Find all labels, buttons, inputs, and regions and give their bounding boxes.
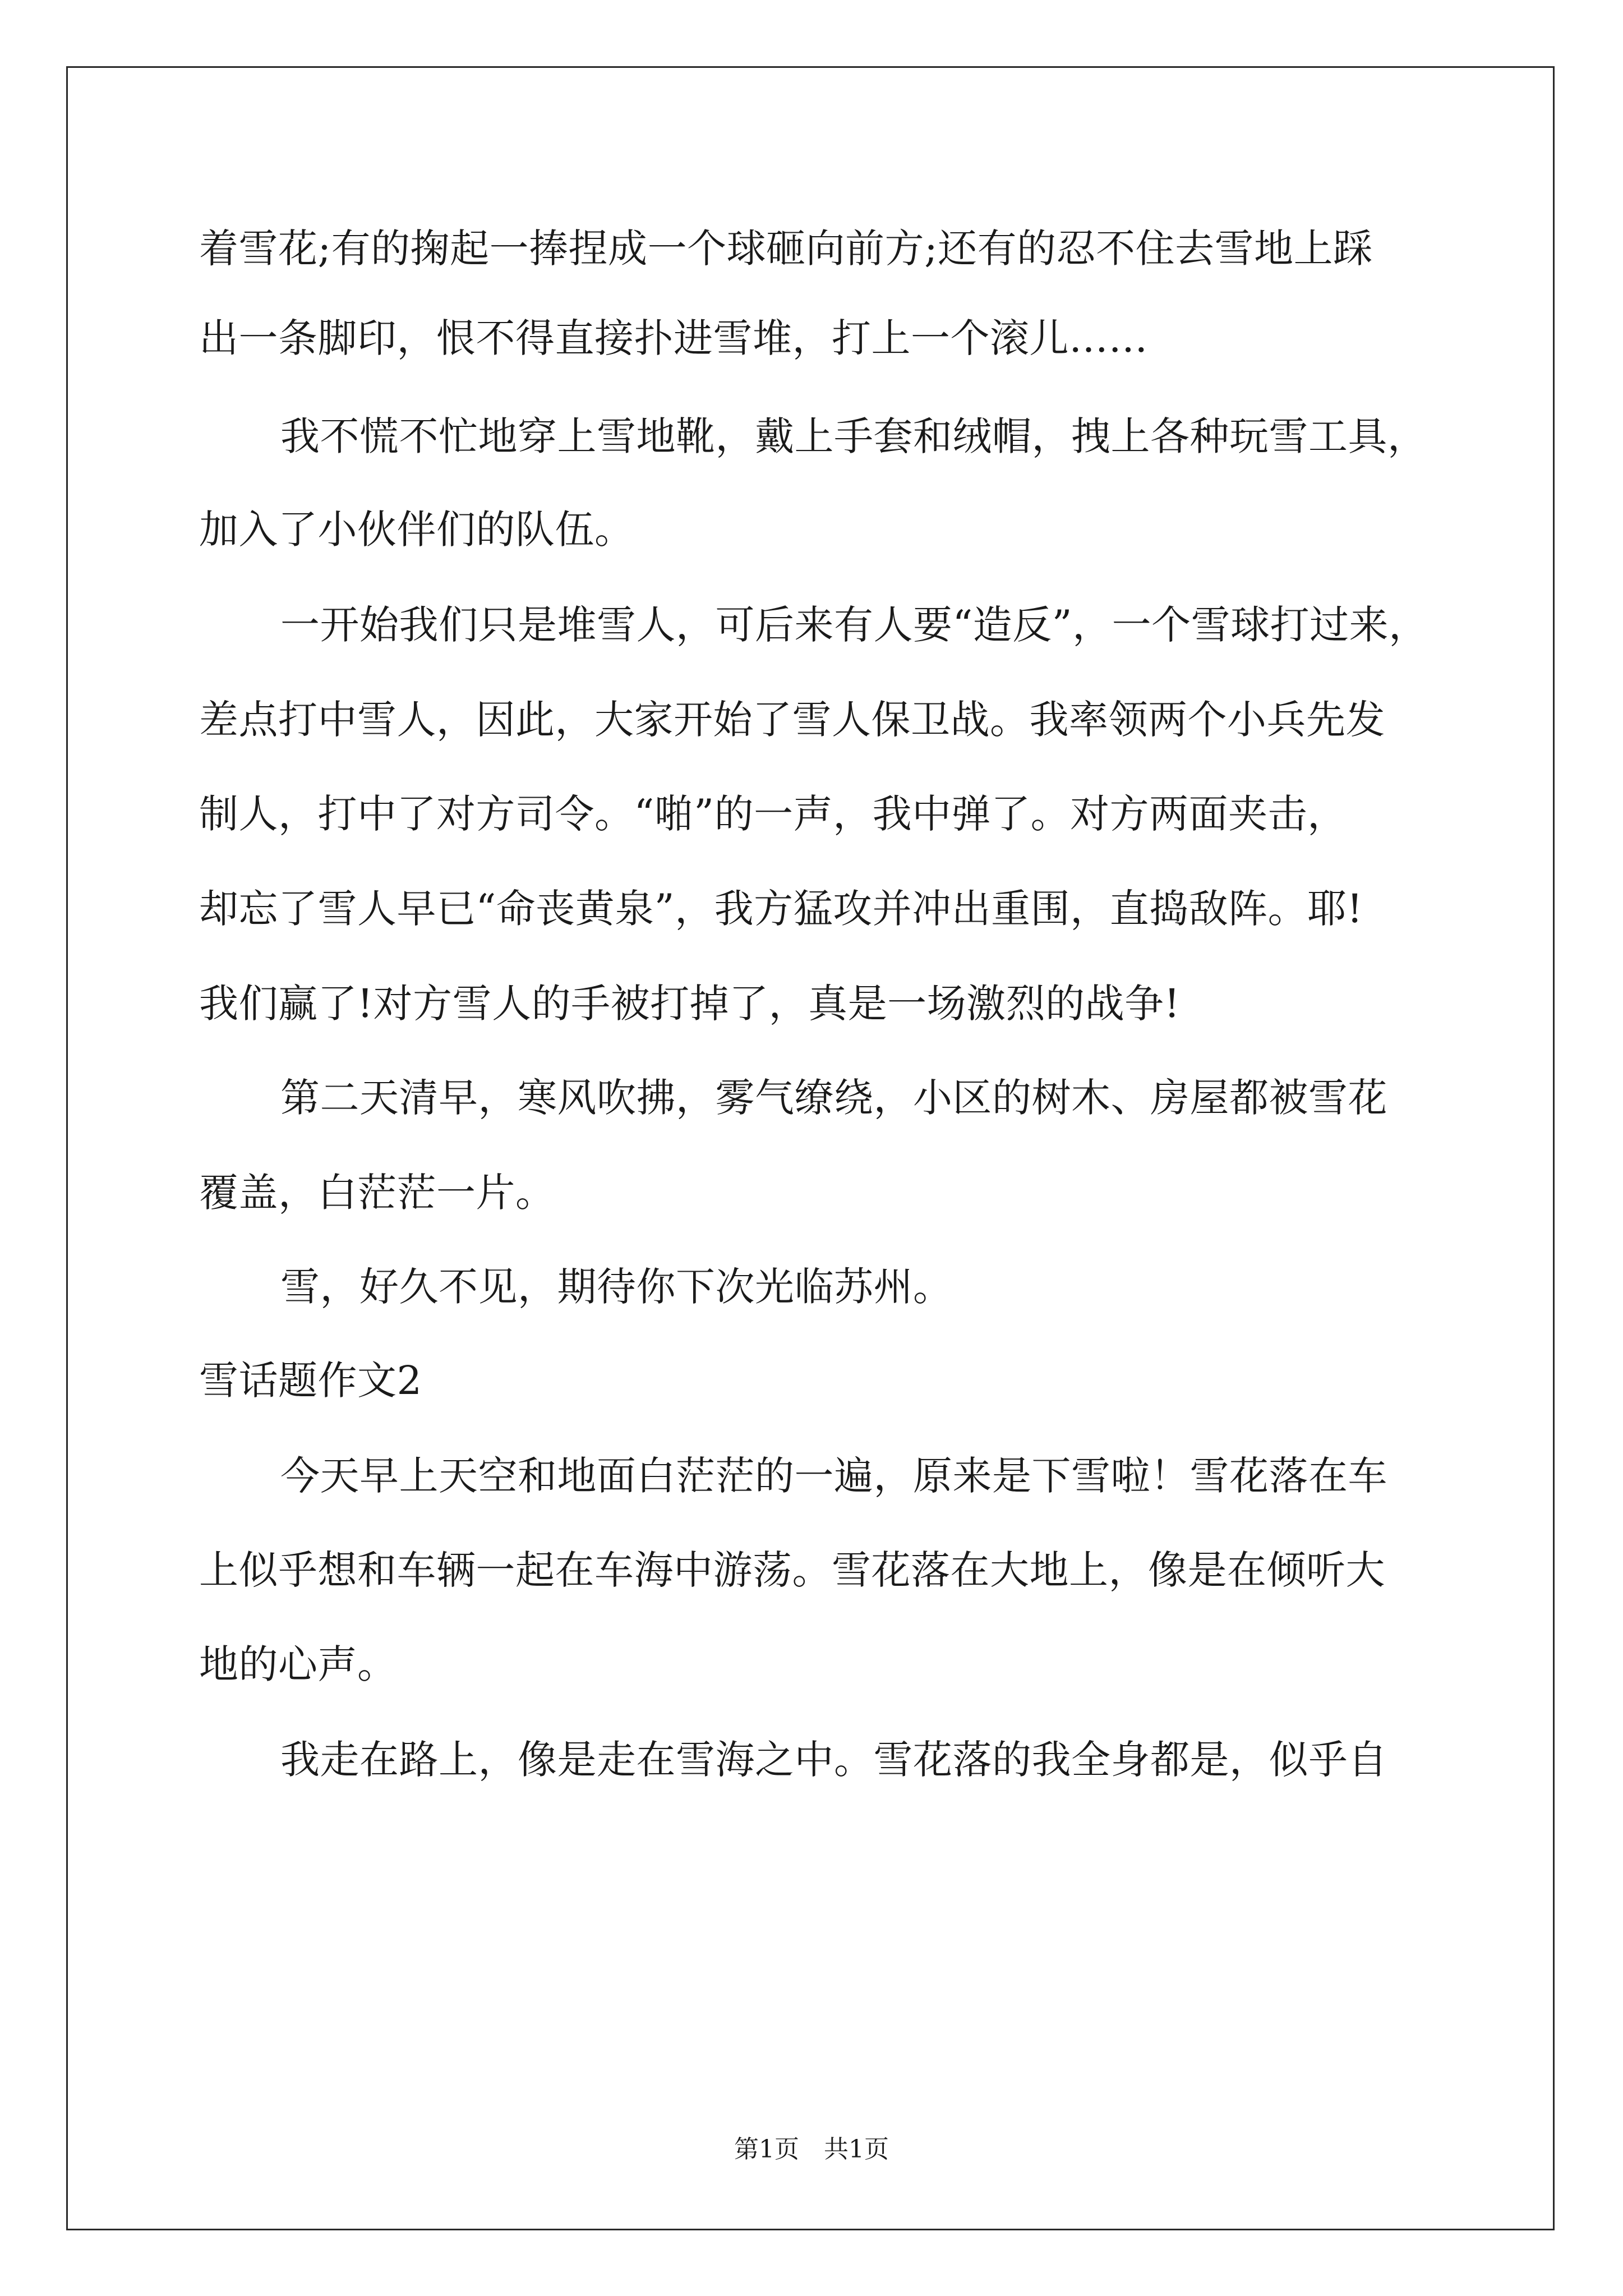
text-line-17: 我走在路上，像是走在雪海之中。雪花落的我全身都是，似乎自 [280,1737,1387,1783]
text-line-8: 却忘了雪人早已“命丧黄泉”，我方猛攻并冲出重围，直捣敌阵。耶! [199,886,1363,932]
text-line-7: 制人，打中了对方司令。“啪”的一声，我中弹了。对方两面夹击， [199,791,1347,837]
text-line-14: 今天早上天空和地面白茫茫的一遍，原来是下雪啦！雪花落在车 [280,1453,1387,1499]
text-line-12: 雪，好久不见，期待你下次光临苏州。 [280,1264,953,1310]
text-line-3: 我不慌不忙地穿上雪地靴，戴上手套和绒帽，拽上各种玩雪工具， [280,413,1427,459]
text-line-1: 着雪花;有的掬起一捧捏成一个球砸向前方;还有的忍不住去雪地上踩 [199,226,1373,272]
page-number-footer: 第1页 共1页 [734,2135,889,2164]
text-line-11: 覆盖，白茫茫一片。 [199,1170,555,1216]
text-line-15: 上似乎想和车辆一起在车海中游荡。雪花落在大地上，像是在倾听大 [199,1547,1385,1593]
text-line-2: 出一条脚印，恨不得直接扑进雪堆，打上一个滚儿…… [199,315,1148,361]
text-line-9: 我们赢了!对方雪人的手被打掉了，真是一场激烈的战争! [199,981,1181,1027]
text-line-6: 差点打中雪人，因此，大家开始了雪人保卫战。我率领两个小兵先发 [199,697,1385,743]
text-line-5: 一开始我们只是堆雪人，可后来有人要“造反”，一个雪球打过来， [280,602,1428,648]
text-line-4: 加入了小伙伴们的队伍。 [199,507,634,553]
section-heading: 雪话题作文2 [199,1358,422,1404]
text-line-16: 地的心声。 [199,1641,397,1687]
page-border [66,66,1555,2230]
text-line-10: 第二天清早，寒风吹拂，雾气缭绕，小区的树木、房屋都被雪花 [280,1075,1387,1121]
